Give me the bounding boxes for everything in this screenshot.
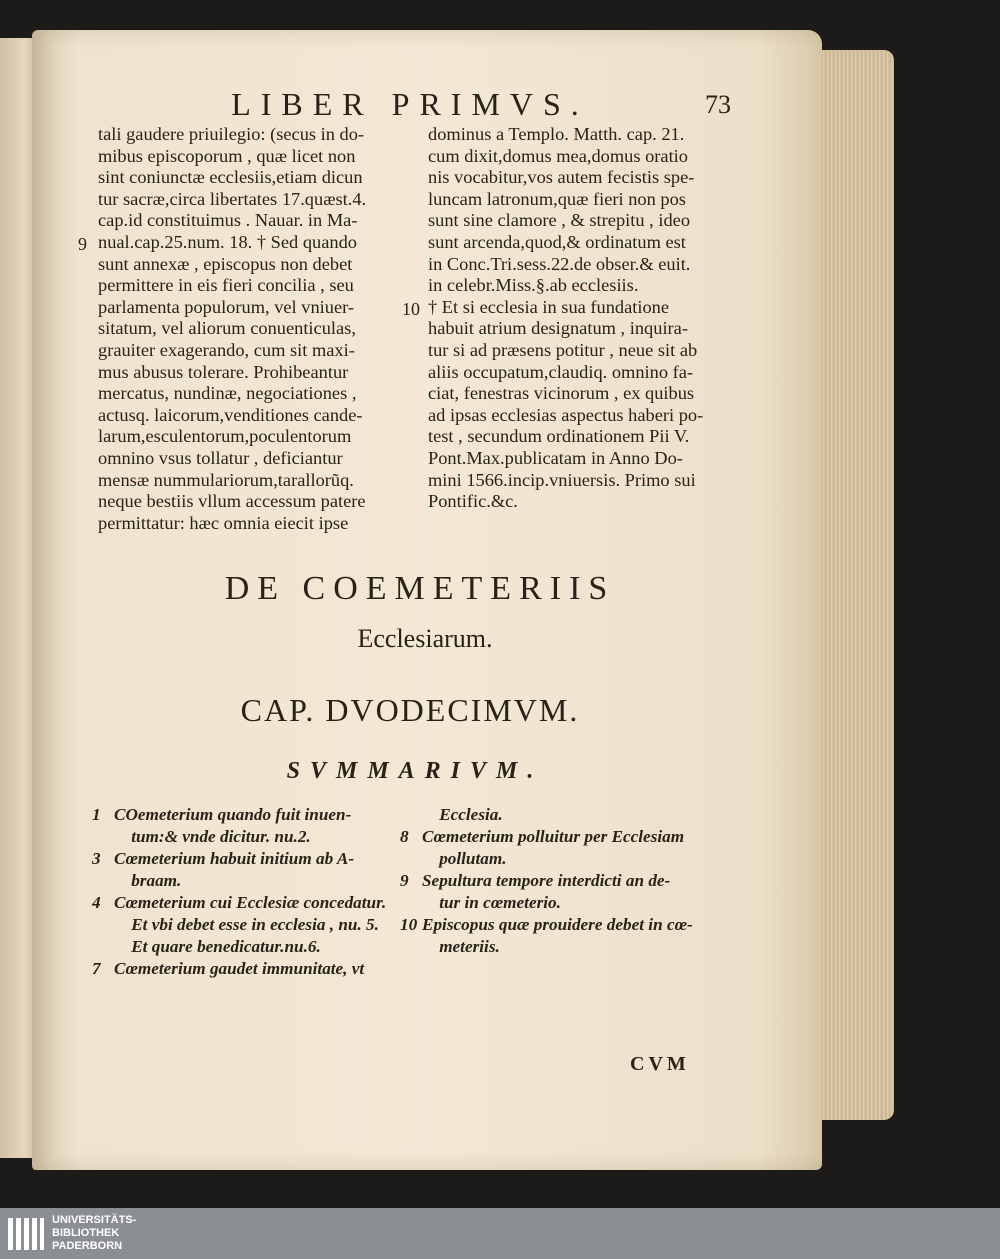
text-line: tali gaudere priuilegio: (secus in do- — [98, 124, 365, 144]
text-line: nual.cap.25.num. 18. † Sed quando — [98, 231, 357, 252]
library-name-line3: PADERBORN — [52, 1240, 123, 1252]
summary-entry — [92, 804, 386, 826]
text-line: in Conc.Tri.sess.22.de obser.& euit. — [428, 253, 691, 274]
summary-entry-text: tum:& vnde dicitur. nu.2. — [114, 827, 311, 846]
text-line: omnino vsus tollatur , deficiantur — [98, 447, 343, 468]
text-line: mus abusus tolerare. Prohibeantur — [98, 361, 349, 382]
text-line: sitatum, vel aliorum conuenticulas, — [98, 318, 356, 339]
library-name — [52, 1214, 136, 1253]
catchword: CVM — [630, 1053, 690, 1075]
library-logo-icon — [6, 1214, 46, 1254]
summary-entry — [92, 870, 386, 892]
text-line: in celebr.Miss.§.ab ecclesiis. — [428, 275, 639, 296]
summary-left-column — [92, 804, 386, 980]
summary-entry — [400, 870, 693, 892]
summary-entry-text: Cœmeterium polluitur per Ecclesiam — [422, 827, 685, 846]
margin-number-9: 9 — [78, 234, 87, 254]
text-line: dominus a Templo. Matth. cap. 21. — [428, 124, 685, 144]
text-line: ad ipsas ecclesias aspectus haberi po- — [428, 404, 704, 425]
summary-entry — [92, 914, 386, 936]
text-line: tur sacræ,circa libertates 17.quæst.4. — [98, 188, 367, 209]
text-line: tur si ad præsens potitur , neue sit ab — [428, 339, 698, 360]
left-text-column — [98, 124, 366, 534]
section-title: DE COEMETERIIS — [224, 570, 616, 607]
summary-entry-text: Sepultura tempore interdicti an de- — [422, 871, 671, 890]
text-line: neque bestiis vllum accessum patere — [98, 491, 366, 512]
summary-entry-text: Et vbi debet esse in ecclesia , nu. 5. — [114, 915, 379, 934]
summary-entry-text: Ecclesia. — [422, 805, 503, 824]
summary-entry-text: Cœmeterium habuit initium ab A- — [114, 849, 355, 868]
text-line: cap.id constituimus . Nauar. in Ma- — [98, 210, 358, 231]
text-line: mensæ nummulariorum,tarallorũq. — [98, 469, 354, 490]
library-name-line2: BIBLIOTHEK — [52, 1227, 120, 1239]
summary-entry-number: 4 — [92, 893, 101, 912]
text-line: luncam latronum,quæ fieri non pos — [428, 188, 686, 209]
text-line: Pontific.&c. — [428, 491, 518, 512]
text-line: parlamenta populorum, vel vniuer- — [98, 296, 354, 317]
text-line: nis vocabitur,vos autem fecistis spe- — [428, 167, 695, 188]
summary-entry-text: Cœmeterium cui Ecclesiæ concedatur. — [114, 893, 387, 912]
summary-entry — [400, 848, 693, 870]
text-line: sint coniunctæ ecclesiis,etiam dicun — [98, 167, 363, 188]
summary-right-column — [400, 804, 693, 958]
text-line: test , secundum ordinationem Pii V. — [428, 426, 690, 447]
text-line: habuit atrium designatum , inquira- — [428, 318, 688, 339]
section-subtitle: Ecclesiarum. — [357, 624, 493, 653]
text-line: † Et si ecclesia in sua fundatione — [428, 296, 670, 317]
text-line: mibus episcoporum , quæ licet non — [98, 145, 356, 166]
summary-entry-text: braam. — [114, 871, 182, 890]
text-line: mini 1566.incip.vniuersis. Primo sui — [428, 469, 696, 490]
summary-entry-text: Cœmeterium gaudet immunitate, vt — [114, 959, 365, 978]
text-line: permittatur: hæc omnia eiecit ipse — [98, 512, 349, 533]
summary-entry-text: pollutam. — [422, 849, 507, 868]
summary-entry-number: 3 — [92, 849, 101, 868]
text-line: ciat, fenestras vicinorum , ex quibus — [428, 383, 695, 404]
text-line: grauiter exagerando, cum sit maxi- — [98, 339, 355, 360]
margin-number-10: 10 — [402, 299, 420, 319]
summary-entry-number: 1 — [92, 805, 101, 824]
text-line: aliis occupatum,claudiq. omnino fa- — [428, 361, 694, 382]
summary-entry — [400, 826, 693, 848]
text-line: mercatus, nundinæ, negociationes , — [98, 383, 357, 404]
text-line: Pont.Max.publicatam in Anno Do- — [428, 447, 683, 468]
text-line: sunt sine clamore , & strepitu , ideo — [428, 210, 691, 231]
text-line: larum,esculentorum,poculentorum — [98, 426, 352, 447]
summary-entry — [92, 826, 386, 848]
summary-entry — [92, 958, 386, 980]
text-line: actusq. laicorum,venditiones cande- — [98, 404, 363, 425]
summary-entry-number: 7 — [92, 959, 101, 978]
summary-entry-number: 8 — [400, 827, 409, 846]
summary-entry — [92, 892, 386, 914]
text-line: sunt annexæ , episcopus non debet — [98, 253, 353, 274]
text-line: cum dixit,domus mea,domus oratio — [428, 145, 688, 166]
summary-entry — [400, 936, 693, 958]
summary-entry — [400, 892, 693, 914]
running-head: LIBER PRIMVS. — [231, 86, 589, 122]
summary-entry — [92, 848, 386, 870]
library-name-line1: UNIVERSITÄTS- — [52, 1214, 137, 1226]
summary-entry — [400, 804, 693, 826]
summary-entry-text: COemeterium quando fuit inuen- — [114, 805, 352, 824]
summary-entry — [92, 936, 386, 958]
summary-entry — [400, 914, 693, 936]
chapter-heading: CAP. DVODECIMVM. — [240, 692, 580, 728]
summary-entry-text: meteriis. — [422, 937, 500, 956]
summary-entry-number: 10 — [400, 915, 418, 934]
summary-entry-number: 9 — [400, 871, 409, 890]
library-footer — [0, 1208, 1000, 1259]
summary-entry-text: tur in cœmeterio. — [422, 893, 561, 912]
page-number: 73 — [705, 90, 731, 119]
text-line: permittere in eis fieri concilia , seu — [98, 275, 354, 296]
right-text-column — [428, 124, 703, 513]
summary-entry-text: Et quare benedicatur.nu.6. — [114, 937, 321, 956]
text-line: sunt arcenda,quod,& ordinatum est — [428, 231, 686, 252]
summary-entry-text: Episcopus quæ prouidere debet in cœ- — [422, 915, 693, 934]
summary-heading: SVMMARIVM. — [286, 758, 544, 784]
